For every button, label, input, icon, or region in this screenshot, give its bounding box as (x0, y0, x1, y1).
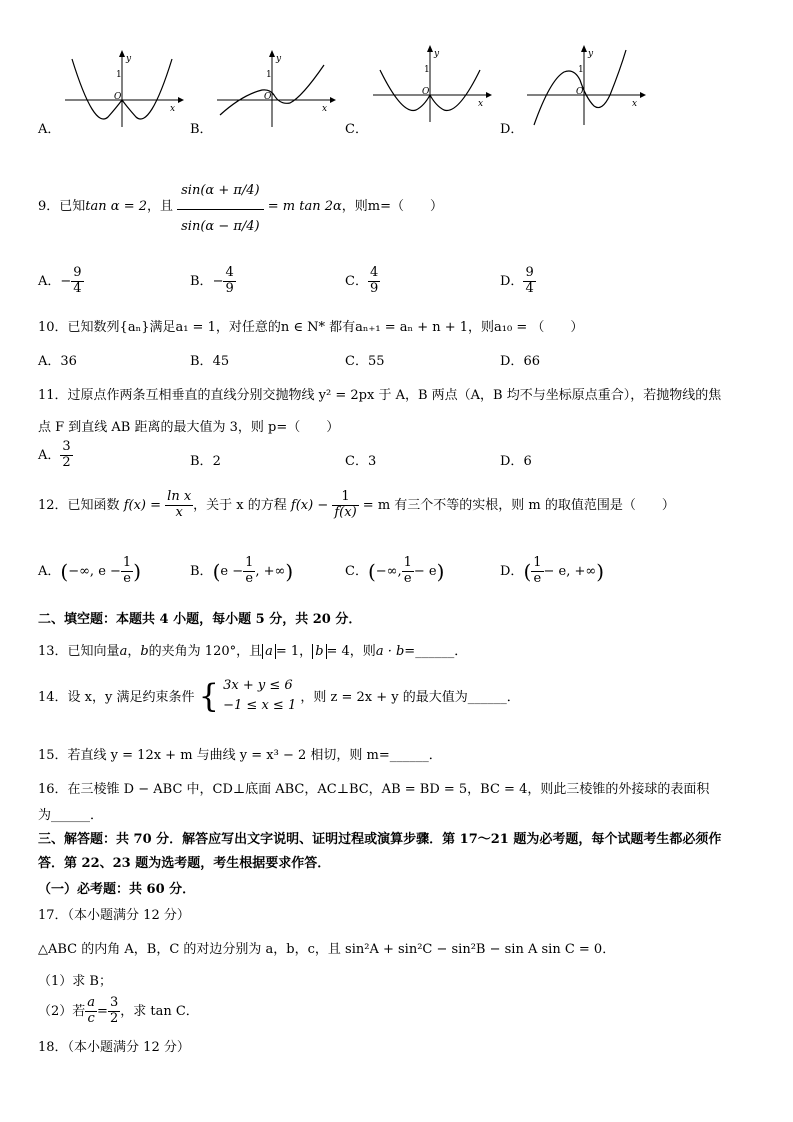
q14-c1: 3x + y ≤ 6 (223, 678, 293, 693)
q13-mod-b: b (312, 644, 326, 659)
frac2 (108, 996, 120, 1027)
right: , +∞ (255, 563, 286, 579)
q13-eq1: = 1， (275, 644, 313, 659)
q13-mod-a: a (262, 644, 276, 659)
den: e (533, 570, 542, 586)
q11-option-a[interactable] (38, 440, 73, 471)
q11-number: 11． (38, 388, 68, 403)
num: ln x (167, 489, 192, 504)
letter: B． (190, 273, 213, 289)
q10-option-b[interactable] (190, 350, 229, 369)
q13-number: 13． (38, 644, 68, 659)
graph-d (522, 40, 647, 130)
value: 6 (523, 454, 532, 469)
label-y: y (434, 49, 440, 59)
q14-c2: −1 ≤ x ≤ 1 (223, 697, 297, 713)
frac (60, 440, 72, 471)
q9-given: tan α = 2 (85, 198, 147, 214)
label-one: 1 (266, 70, 272, 80)
y-arrow-icon (119, 50, 125, 57)
x-arrow-icon (330, 97, 336, 103)
label-x: x (170, 104, 176, 114)
option-d-letter: D． (500, 122, 524, 137)
letter: B． (190, 454, 213, 469)
q11-option-b[interactable] (190, 450, 221, 469)
q10-option-a[interactable] (38, 350, 77, 369)
question-14 (38, 676, 520, 715)
letter: D． (500, 354, 524, 369)
num: 1 (122, 555, 132, 570)
value: 3 (367, 454, 377, 469)
den: 9 (369, 280, 379, 296)
q9-mid: ，且 (146, 198, 173, 214)
q9-pre: 已知 (59, 198, 86, 214)
q9-option-b[interactable] (190, 266, 236, 297)
question-11 (38, 384, 721, 403)
letter: A． (38, 563, 61, 579)
q13-eq2: = 4，则 (326, 644, 376, 659)
paren: ) (133, 559, 142, 584)
q12-fx: f(x) = (123, 497, 162, 513)
q16-number: 16． (38, 782, 68, 797)
q9-option-a[interactable] (38, 266, 84, 297)
den: c (87, 1010, 95, 1026)
graph-b (212, 45, 337, 130)
value: 55 (367, 354, 385, 369)
q17-head: 17．（本小题满分 12 分） (38, 908, 190, 923)
q17-text: △ABC 的内角 A，B，C 的对边分别为 a，b，c，且 sin²A + sin²C − sin²B − sin A sin C = 0． (38, 942, 616, 957)
question-12 (38, 490, 675, 521)
label-x: x (478, 99, 484, 109)
q12-option-b[interactable] (190, 556, 293, 587)
q9-number: 9． (38, 198, 60, 214)
question-16 (38, 778, 709, 797)
question-15 (38, 744, 442, 763)
letter: C． (345, 454, 368, 469)
q9-denominator: sin(α − π/4) (181, 218, 260, 234)
q13-t2: 的夹角为 120°，且 (148, 644, 263, 659)
label-x: x (322, 104, 328, 114)
question-13 (38, 640, 467, 659)
x-arrow-icon (640, 92, 646, 98)
q15-text: 若直线 y = 12x + m 与曲线 y = x³ − 2 相切，则 m=______． (67, 748, 442, 763)
x-arrow-icon (178, 97, 184, 103)
q14-constraints (223, 676, 296, 715)
letter: D． (500, 454, 524, 469)
graph-a (60, 45, 185, 130)
num: 1 (332, 490, 358, 506)
frac (223, 266, 235, 297)
q10-number: 10． (38, 320, 68, 335)
q12-eq-frac (332, 490, 358, 521)
letter: C． (345, 273, 368, 289)
label-x: x (632, 99, 638, 109)
left: −∞, (375, 563, 402, 579)
frac (402, 556, 414, 587)
letter: A． (38, 447, 61, 463)
num: 4 (225, 265, 234, 280)
q11-option-d[interactable] (500, 450, 532, 469)
q12-mid: ，关于 x 的方程 (193, 497, 287, 513)
label-origin: O (576, 87, 584, 97)
section-2-heading: 二、填空题：本题共 4 小题，每小题 5 分，共 20 分． (38, 612, 362, 627)
label-y: y (276, 54, 282, 64)
q12-frac (165, 490, 193, 521)
paren: ) (436, 559, 445, 584)
frac (243, 556, 255, 587)
q12-pre: 已知函数 (67, 497, 120, 513)
q11-option-c[interactable] (345, 450, 376, 469)
option-c-letter: C． (345, 122, 368, 137)
q13-vec-b: b (140, 644, 149, 659)
sub-section-1: （一）必考题：共 60 分． (38, 882, 196, 897)
q9-numerator: sin(α + π/4) (177, 172, 263, 210)
graph-c (368, 40, 493, 125)
q14-pre: 设 x，y 满足约束条件 (67, 690, 195, 705)
den: f(x) (334, 504, 357, 520)
eq: = (97, 1003, 108, 1019)
q17-part2 (38, 996, 199, 1027)
q9-option-c[interactable] (345, 266, 380, 297)
q12-option-a[interactable] (38, 556, 141, 587)
q12-number: 12． (38, 497, 68, 513)
letter: C． (345, 563, 368, 579)
den: e (123, 570, 131, 586)
num: a (87, 995, 96, 1010)
label-origin: O (114, 92, 122, 102)
letter: B． (190, 563, 213, 579)
q17-part1: （1）求 B； (38, 974, 112, 989)
paren: ( (60, 559, 69, 584)
num: 9 (73, 265, 82, 280)
q12-post: = m 有三个不等的实根，则 m 的取值范围是（ ） (362, 497, 675, 513)
num: 4 (369, 265, 379, 280)
right: − e, +∞ (543, 563, 597, 579)
letter: D． (500, 563, 524, 579)
frac1 (85, 996, 97, 1027)
section-3-line2: 答．第 22、23 题为选考题，考生根据要求作答． (38, 856, 331, 871)
label-origin: O (422, 87, 430, 97)
q11-line2: 点 F 到直线 AB 距离的最大值为 3，则 p=（ ） (38, 420, 340, 435)
frac (121, 556, 133, 587)
option-a-letter: A． (38, 122, 61, 137)
q13-vec-a: a (119, 644, 128, 659)
right: − e (413, 563, 437, 579)
q12-option-c[interactable] (345, 556, 444, 587)
den: 4 (73, 280, 82, 296)
value: 36 (60, 354, 77, 369)
label-one: 1 (578, 65, 584, 75)
question-9 (38, 172, 443, 241)
left: e − (220, 563, 244, 579)
y-arrow-icon (581, 45, 587, 52)
q9-fraction (177, 172, 263, 241)
option-b-letter: B． (190, 122, 213, 137)
letter: A． (38, 354, 61, 369)
value: 66 (523, 354, 540, 369)
num: 3 (62, 439, 71, 454)
q13-dot: a · b (375, 644, 405, 659)
value: 45 (212, 354, 230, 369)
q12-eq-left: f(x) − (290, 497, 329, 513)
q15-number: 15． (38, 748, 68, 763)
num: 1 (403, 555, 412, 570)
sign: − (212, 273, 224, 289)
den: 2 (62, 454, 71, 470)
q10-option-d[interactable] (500, 350, 540, 369)
frac (368, 266, 380, 297)
num: 1 (533, 555, 542, 570)
den: x (175, 504, 183, 520)
q12-option-d[interactable] (500, 556, 604, 587)
den: e (403, 570, 412, 586)
sign: − (60, 273, 72, 289)
q16-line1: 在三棱锥 D − ABC 中，CD⊥底面 ABC，AC⊥BC，AB = BD = 5，BC = 4，则此三棱锥的外接球的表面积 (67, 782, 710, 797)
pre: （2）若 (38, 1003, 86, 1019)
letter: D． (500, 273, 524, 289)
q13-t1: 已知向量 (67, 644, 120, 659)
label-one: 1 (424, 65, 430, 75)
paren: ( (523, 559, 532, 584)
frac (71, 266, 83, 297)
q13-sep: ， (127, 644, 141, 659)
paren: ) (285, 559, 294, 584)
frac (531, 556, 543, 587)
num: 1 (245, 555, 254, 570)
q9-option-d[interactable] (500, 266, 536, 297)
den: e (245, 570, 254, 586)
den: 9 (225, 280, 234, 296)
y-arrow-icon (427, 45, 433, 52)
letter: B． (190, 354, 213, 369)
q18-head: 18．（本小题满分 12 分） (38, 1040, 190, 1055)
q10-text: 已知数列{aₙ}满足a₁ = 1，对任意的n ∈ N* 都有aₙ₊₁ = aₙ + n + 1，则a₁₀ = （ ） (67, 320, 584, 335)
letter: C． (345, 354, 368, 369)
den: 2 (109, 1010, 119, 1026)
section-3-line1: 三、解答题：共 70 分．解答应写出文字说明、证明过程或演算步骤．第 17～21 题为必考题，每个试题考生都必须作 (38, 832, 722, 847)
label-y: y (588, 49, 594, 59)
num: 3 (109, 995, 119, 1010)
q13-end: =______． (404, 644, 468, 659)
paren: ) (596, 559, 605, 584)
question-10 (38, 316, 583, 335)
q9-post: ，则m=（ ） (341, 198, 444, 214)
q14-post: ，则 z = 2x + y 的最大值为______． (300, 690, 520, 705)
q14-brace: { (198, 676, 219, 715)
value: 2 (212, 454, 221, 469)
letter: A． (38, 273, 61, 289)
left: −∞, e − (68, 563, 121, 579)
label-one: 1 (116, 70, 122, 80)
num: 9 (525, 265, 534, 280)
den: 4 (525, 280, 534, 296)
y-arrow-icon (269, 50, 275, 57)
x-arrow-icon (486, 92, 492, 98)
frac (523, 266, 535, 297)
q9-rhs: = m tan 2α (267, 198, 342, 214)
paren: ( (212, 559, 221, 584)
paren: ( (367, 559, 376, 584)
label-origin: O (264, 92, 272, 102)
q10-option-c[interactable] (345, 350, 385, 369)
q11-line1: 过原点作两条互相垂直的直线分别交抛物线 y² = 2px 于 A，B 两点（A，B 均不与坐标原点重合），若抛物线的焦 (67, 388, 722, 403)
post: ，求 tan C． (120, 1003, 199, 1019)
q16-line2: 为______． (38, 808, 104, 823)
label-y: y (126, 54, 132, 64)
q14-number: 14． (38, 690, 68, 705)
